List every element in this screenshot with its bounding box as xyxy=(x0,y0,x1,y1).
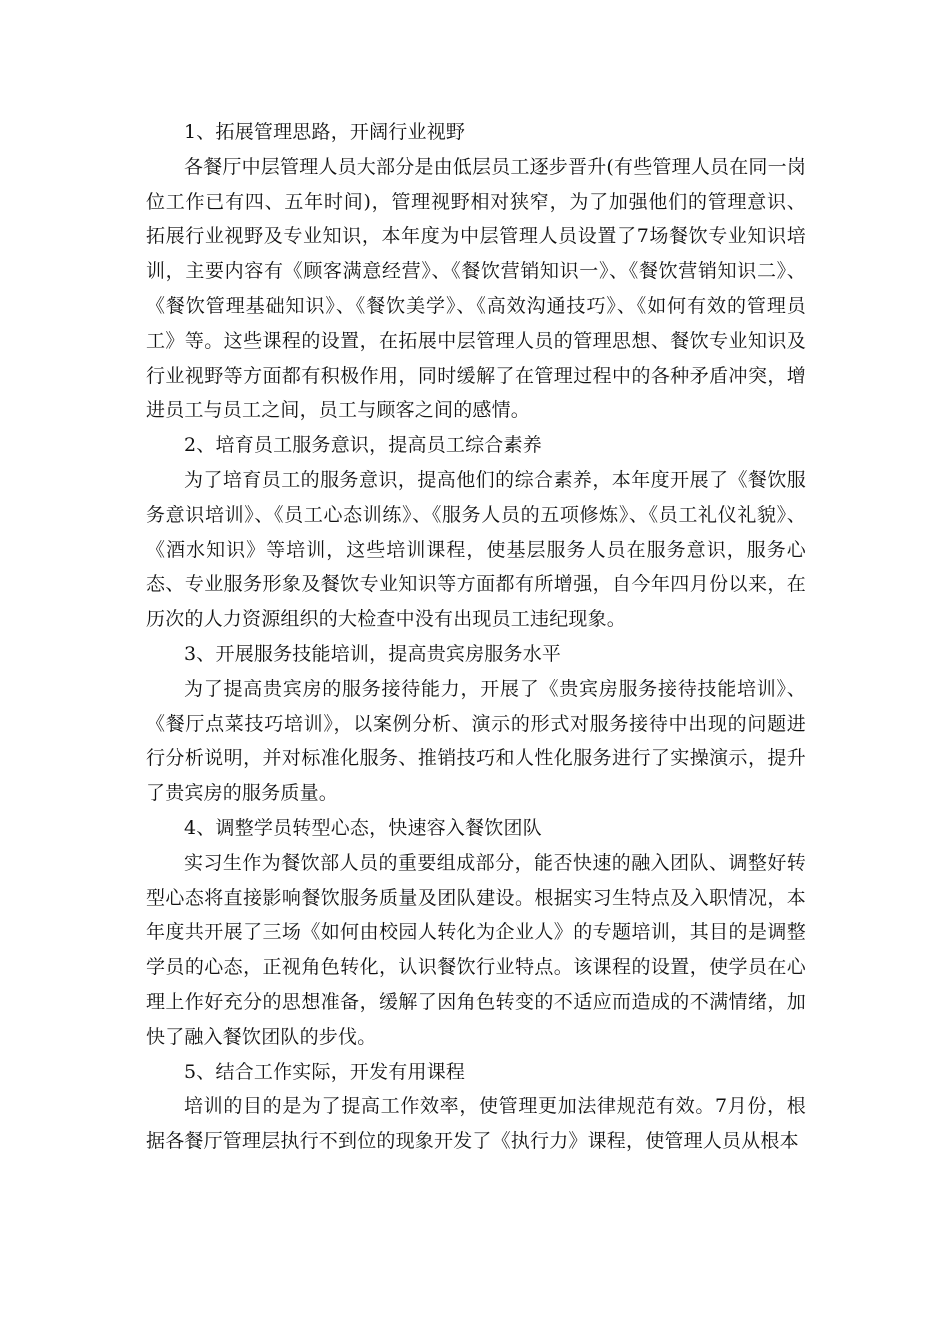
section-heading-1: 1、拓展管理思路，开阔行业视野 xyxy=(184,121,466,143)
section-heading-2: 2、培育员工服务意识，提高员工综合素养 xyxy=(184,434,542,457)
section-heading-4: 4、调整学员转型心态，快速容入餐饮团队 xyxy=(184,816,542,839)
section-paragraph-1: 各餐厅中层管理人员大部分是由低层员工逐步晋升(有些管理人员在同一岗位工作已有四、五年时间)，管理视野相对狭窄，为了加强他们的管理意识、拓展行业视野及专业知识，本年度为中层管理人员设置了7场餐饮专业知识培训，主要内容有《顾客满意经营》、《餐饮营销知识一》、《餐饮营销知识二》、《餐饮管理基础知识》、《餐饮美学》、《高效沟通技巧》、《如何有效的管理员工》等。这些课程的设置，在拓展中层管理人员的管理思想、餐饮专业知识及行业视野等方面都有积极作用，同时缓解了在管理过程中的各种矛盾冲突，增进员工与员工之间，员工与顾客之间的感情。 xyxy=(146,155,807,422)
section-heading-5: 5、结合工作实际，开发有用课程 xyxy=(184,1060,466,1083)
document-body xyxy=(146,115,806,1159)
section-paragraph-3: 为了提高贵宾房的服务接待能力，开展了《贵宾房服务接待技能培训》、《餐厅点菜技巧培训》，以案例分析、演示的形式对服务接待中出现的问题进行分析说明，并对标准化服务、推销技巧和人性化服务进行了实操演示，提升了贵宾房的服务质量。 xyxy=(146,677,806,805)
section-paragraph-2: 为了培育员工的服务意识，提高他们的综合素养，本年度开展了《餐饮服务意识培训》、《员工心态训练》、《服务人员的五项修炼》、《员工礼仪礼貌》、《酒水知识》等培训，这些培训课程，使基层服务人员在服务意识，服务心态、专业服务形象及餐饮专业知识等方面都有所增强，自今年四月份以来，在历次的人力资源组织的大检查中没有出现员工违纪现象。 xyxy=(146,468,806,631)
section-paragraph-4: 实习生作为餐饮部人员的重要组成部分，能否快速的融入团队、调整好转型心态将直接影响餐饮服务质量及团队建设。根据实习生特点及入职情况，本年度共开展了三场《如何由校园人转化为企业人》的专题培训，其目的是调整学员的心态，正视角色转化，认识餐饮行业特点。该课程的设置，使学员在心理上作好充分的思想准备，缓解了因角色转变的不适应而造成的不满情绪，加快了融入餐饮团队的步伐。 xyxy=(146,851,806,1048)
section-heading-3: 3、开展服务技能培训，提高贵宾房服务水平 xyxy=(184,642,562,665)
section-paragraph-5: 培训的目的是为了提高工作效率，使管理更加法律规范有效。7月份，根据各餐厅管理层执行不到位的现象开发了《执行力》课程，使管理人员从根本 xyxy=(146,1095,806,1153)
